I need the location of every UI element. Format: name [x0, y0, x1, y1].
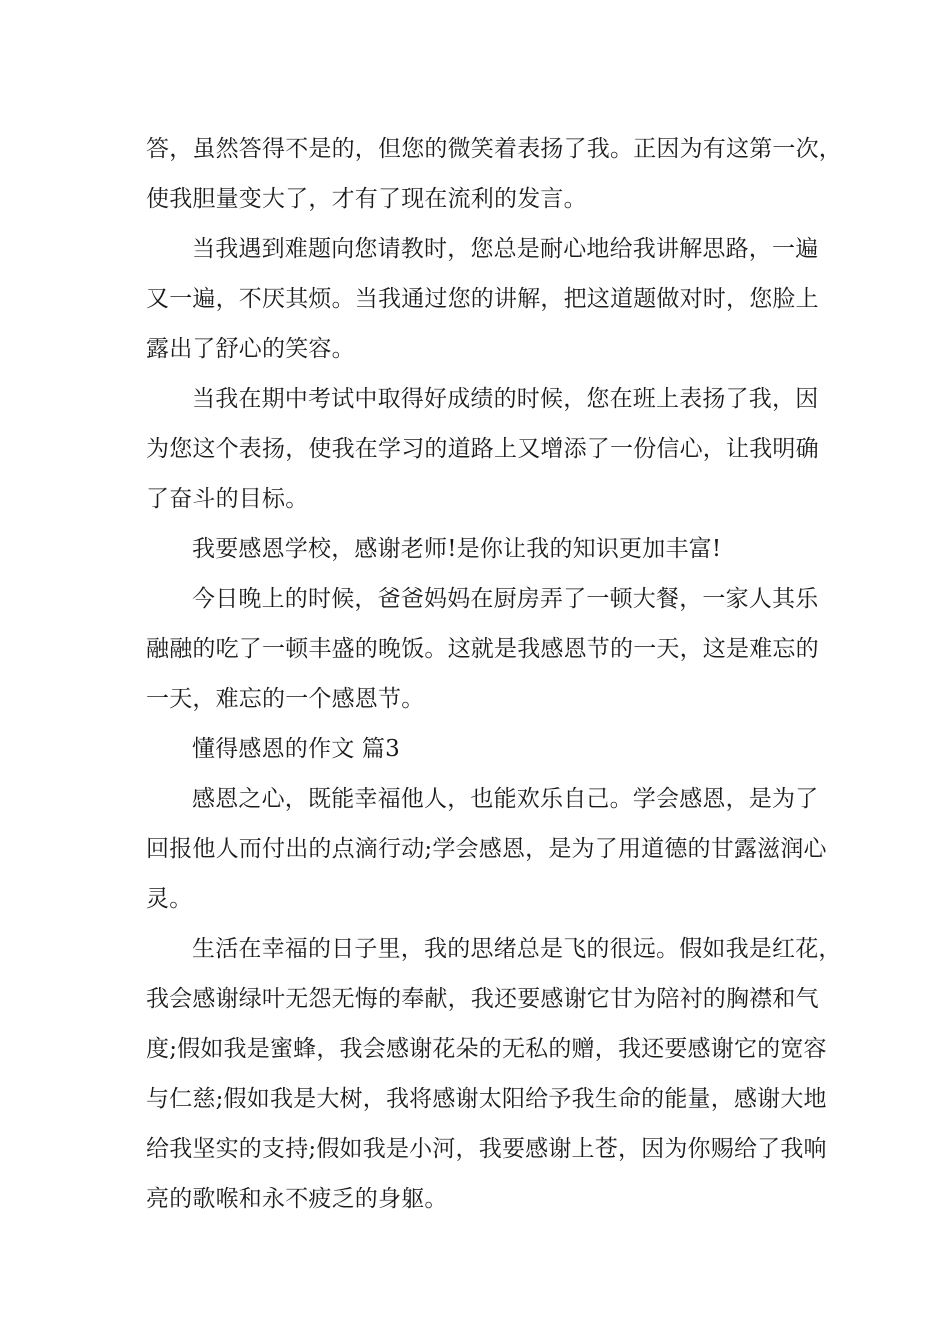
text-line: 露出了舒心的笑容。 [146, 336, 355, 362]
document-body [146, 124, 842, 1224]
text-line: 度;假如我是蜜蜂，我会感谢花朵的无私的赠，我还要感谢它的宽容 [146, 1036, 827, 1062]
text-line: 使我胆量变大了，才有了现在流利的发言。 [146, 186, 587, 212]
text-line: 回报他人而付出的点滴行动;学会感恩，是为了用道德的甘露滋润心 [146, 836, 827, 862]
text-line: 一天，难忘的一个感恩节。 [146, 686, 425, 712]
text-line: 感恩之心，既能幸福他人，也能欢乐自己。学会感恩，是为了 [192, 786, 819, 812]
text-line: 今日晚上的时候，爸爸妈妈在厨房弄了一顿大餐，一家人其乐 [192, 586, 819, 612]
text-line: 答，虽然答得不是的，但您的微笑着表扬了我。正因为有这第一次， [146, 136, 842, 162]
text-line: 我会感谢绿叶无怨无悔的奉献，我还要感谢它甘为陪衬的胸襟和气 [146, 986, 819, 1012]
text-line: 当我在期中考试中取得好成绩的时候，您在班上表扬了我，因 [192, 386, 819, 412]
section-heading: 懂得感恩的作文 篇3 [192, 736, 400, 762]
text-line: 又一遍，不厌其烦。当我通过您的讲解，把这道题做对时，您脸上 [146, 286, 819, 312]
text-line: 生活在幸福的日子里，我的思绪总是飞的很远。假如我是红花， [192, 936, 842, 962]
text-line: 当我遇到难题向您请教时，您总是耐心地给我讲解思路，一遍 [192, 236, 819, 262]
text-line: 灵。 [146, 886, 193, 912]
text-line: 与仁慈;假如我是大树，我将感谢太阳给予我生命的能量，感谢大地 [146, 1086, 827, 1112]
text-line: 我要感恩学校，感谢老师!是你让我的知识更加丰富! [192, 536, 722, 562]
text-line: 给我坚实的支持;假如我是小河，我要感谢上苍，因为你赐给了我响 [146, 1136, 827, 1162]
text-line: 了奋斗的目标。 [146, 486, 309, 512]
text-line: 融融的吃了一顿丰盛的晚饭。这就是我感恩节的一天，这是难忘的 [146, 636, 819, 662]
text-line: 亮的歌喉和永不疲乏的身躯。 [146, 1186, 448, 1212]
text-line: 为您这个表扬，使我在学习的道路上又增添了一份信心，让我明确 [146, 436, 819, 462]
